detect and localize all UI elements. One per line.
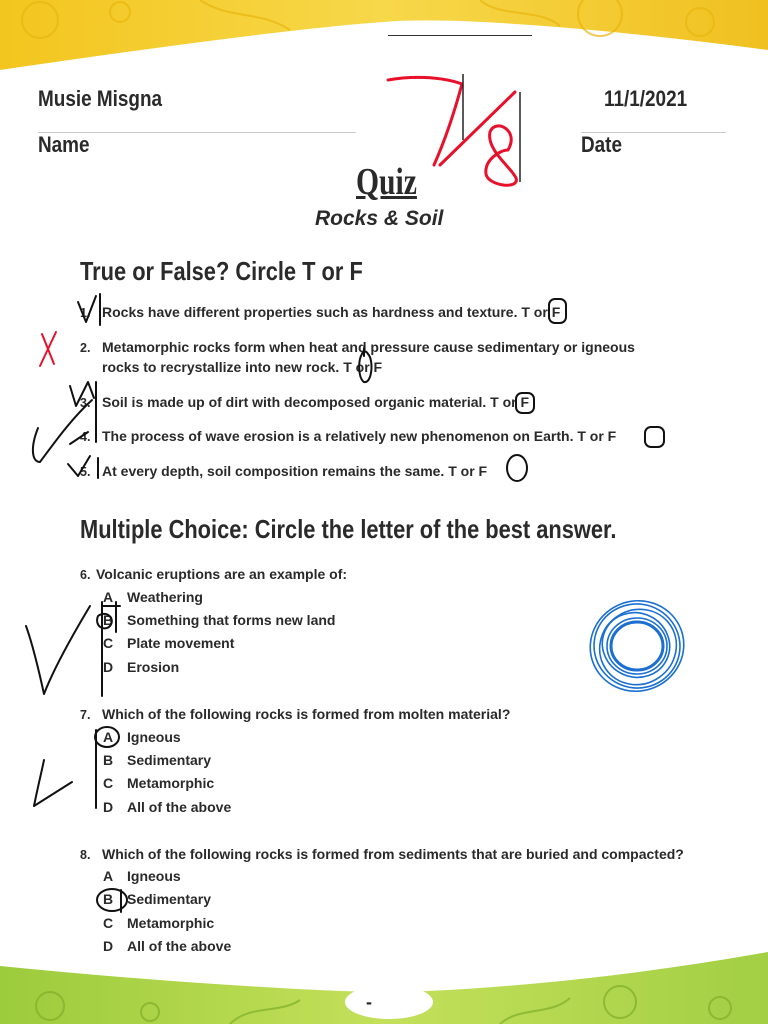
option-letter: C: [103, 915, 114, 931]
date-value: 11/1/2021: [604, 86, 688, 111]
option-letter: D: [103, 659, 114, 675]
question-number: 4.: [80, 430, 91, 444]
option-letter: A: [103, 589, 114, 605]
option-text: Sedimentary: [127, 752, 212, 768]
option-6d: [103, 657, 179, 677]
mc-question-7: [80, 704, 510, 725]
question-text: The process of wave erosion is a relatively new phenomenon on Earth. T or F: [102, 428, 617, 444]
mc-question-8: [80, 844, 684, 865]
option-letter: B: [103, 612, 114, 628]
option-text: Something that forms new land: [127, 612, 336, 628]
option-7d: [103, 797, 231, 817]
question-number: 7.: [80, 708, 91, 722]
option-6a: [103, 587, 203, 607]
option-6c: [103, 633, 234, 653]
true-false-heading: True or False? Circle T or F: [80, 256, 363, 286]
header-decorative-band: [0, 0, 768, 90]
option-6b: [103, 610, 335, 630]
option-text: Erosion: [127, 659, 180, 675]
option-letter: D: [103, 799, 114, 815]
tf-question-2: [80, 337, 635, 377]
question-text-line-2: rocks to recrystallize into new rock. T or F: [102, 359, 383, 375]
option-text: Weathering: [127, 589, 203, 605]
name-label: Name: [38, 132, 90, 157]
question-number: 2.: [80, 341, 91, 355]
student-name: Musie Misgna: [38, 86, 163, 111]
check-mark-icon: [34, 760, 72, 806]
wrong-mark-icon: [40, 332, 56, 366]
option-text: Metamorphic: [127, 775, 215, 791]
top-rule: [388, 35, 532, 36]
answer-circle: [507, 455, 527, 481]
option-letter: C: [103, 775, 114, 791]
option-letter: A: [103, 868, 114, 884]
question-number: 5.: [80, 465, 91, 479]
page-subtitle: Rocks & Soil: [315, 207, 444, 230]
question-number: 3.: [80, 396, 91, 410]
option-text: Metamorphic: [127, 915, 215, 931]
question-text: Rocks have different properties such as hardness and texture. T or F: [102, 304, 561, 320]
page-indicator: -: [366, 992, 372, 1012]
blue-scribble-circle: [577, 588, 696, 705]
option-7a: [103, 727, 181, 747]
option-8b: [103, 889, 211, 909]
option-letter: B: [103, 752, 114, 768]
option-text: All of the above: [127, 799, 232, 815]
tf-question-4: [80, 426, 616, 447]
option-text: Sedimentary: [127, 891, 212, 907]
option-letter: B: [103, 891, 114, 907]
check-mark-icon: [26, 606, 90, 694]
question-text: At every depth, soil composition remains the same. T or F: [102, 463, 488, 479]
page-title: Quiz: [356, 161, 417, 203]
option-8a: [103, 866, 181, 886]
option-7b: [103, 750, 211, 770]
option-7c: [103, 773, 214, 793]
question-text-line-1: Metamorphic rocks form when heat and pressure cause sedimentary or igneous: [102, 339, 635, 355]
question-number: 6.: [80, 568, 91, 582]
question-number: 1.: [80, 306, 91, 320]
page-indicator-tab: [345, 985, 433, 1019]
answer-circle: [645, 427, 664, 447]
question-text: Which of the following rocks is formed from sediments that are buried and compacted?: [102, 846, 684, 862]
option-letter: D: [103, 938, 114, 954]
question-text: Volcanic eruptions are an example of:: [96, 566, 348, 582]
option-text: Plate movement: [127, 635, 235, 651]
tf-question-3: [80, 392, 529, 413]
tf-question-1: [80, 302, 560, 323]
multiple-choice-heading: Multiple Choice: Circle the letter of the best answer.: [80, 514, 617, 544]
date-label: Date: [581, 132, 623, 157]
question-text: Which of the following rocks is formed from molten material?: [102, 706, 511, 722]
option-text: All of the above: [127, 938, 232, 954]
option-letter: C: [103, 635, 114, 651]
tf-question-5: [80, 461, 487, 482]
option-text: Igneous: [127, 729, 181, 745]
question-text: Soil is made up of dirt with decomposed organic material. T or F: [102, 394, 530, 410]
option-letter: A: [103, 729, 114, 745]
mc-question-6: [80, 564, 347, 585]
option-8c: [103, 913, 214, 933]
question-number: 8.: [80, 848, 91, 862]
option-text: Igneous: [127, 868, 181, 884]
